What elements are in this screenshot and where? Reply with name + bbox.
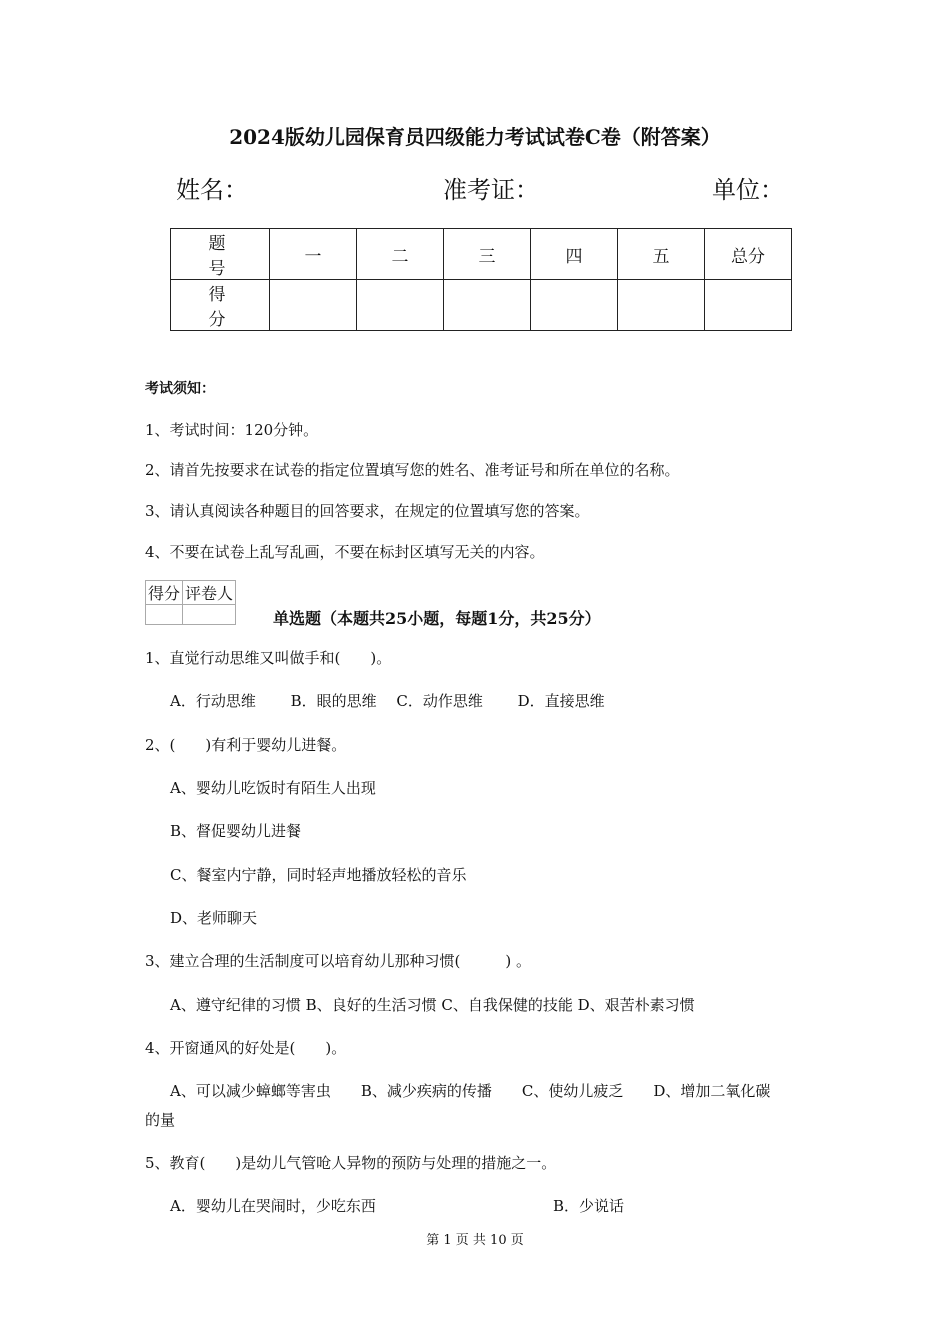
notice-item: 4、不要在试卷上乱写乱画，不要在标封区填写无关的内容。 [145, 543, 545, 561]
score-table [170, 228, 792, 331]
question-options: A、可以减少蟑螂等害虫 B、减少疾病的传播 C、使幼儿疲乏 D、增加二氧化碳 [170, 1082, 771, 1100]
question-options-continued: 的量 [145, 1111, 176, 1129]
question-stem: 1、直觉行动思维又叫做手和( )。 [145, 649, 392, 667]
question-options: A．行动思维 B．眼的思维 C．动作思维 D．直接思维 [170, 692, 605, 710]
grader-reviewer-cell[interactable] [183, 605, 236, 625]
score-table-cell: 得 分 [171, 280, 270, 331]
score-input-cell[interactable] [444, 280, 531, 331]
exam-id-label: 准考证： [443, 176, 539, 204]
grader-score-label: 得分 [146, 581, 183, 605]
score-table-header-row [171, 229, 792, 280]
score-input-cell[interactable] [270, 280, 357, 331]
name-label: 姓名： [176, 176, 248, 204]
score-table-cell: 四 [531, 229, 618, 280]
score-table-cell: 五 [618, 229, 705, 280]
page-footer: 第 1 页 共 10 页 [426, 1233, 524, 1248]
question-stem: 4、开窗通风的好处是( )。 [145, 1039, 347, 1057]
unit-label: 单位： [712, 176, 784, 204]
score-table-cell: 总分 [705, 229, 792, 280]
notice-title: 考试须知： [145, 381, 215, 397]
score-input-cell[interactable] [357, 280, 444, 331]
notice-item: 2、请首先按要求在试卷的指定位置填写您的姓名、准考证号和所在单位的名称。 [145, 461, 680, 479]
score-input-cell[interactable] [531, 280, 618, 331]
score-table-cell: 一 [270, 229, 357, 280]
notice-item: 3、请认真阅读各种题目的回答要求，在规定的位置填写您的答案。 [145, 502, 590, 520]
question-option: B、督促婴幼儿进餐 [170, 822, 302, 840]
question-option: B．少说话 [553, 1197, 625, 1215]
question-option: C、餐室内宁静，同时轻声地播放轻松的音乐 [170, 866, 467, 884]
question-options: A、遵守纪律的习惯 B、良好的生活习惯 C、自我保健的技能 D、艰苦朴素习惯 [170, 996, 695, 1014]
question-stem: 3、建立合理的生活制度可以培育幼儿那种习惯( ) 。 [145, 952, 532, 970]
grader-reviewer-label: 评卷人 [183, 581, 236, 605]
score-table-cell: 三 [444, 229, 531, 280]
score-input-cell[interactable] [705, 280, 792, 331]
score-table-cell: 题 号 [171, 229, 270, 280]
question-option: D、老师聊天 [170, 909, 258, 927]
score-table-score-row [171, 280, 792, 331]
question-option: A．婴幼儿在哭闹时，少吃东西 [170, 1197, 376, 1215]
section-title: 单选题（本题共25小题，每题1分，共25分） [273, 609, 601, 628]
score-table-cell: 二 [357, 229, 444, 280]
notice-item: 1、考试时间：120分钟。 [145, 421, 319, 439]
grader-box [145, 580, 236, 625]
score-input-cell[interactable] [618, 280, 705, 331]
document-title: 2024版幼儿园保育员四级能力考试试卷C卷（附答案） [229, 125, 721, 149]
grader-score-cell[interactable] [146, 605, 183, 625]
question-stem: 2、( )有利于婴幼儿进餐。 [145, 736, 347, 754]
question-option: A、婴幼儿吃饭时有陌生人出现 [170, 779, 376, 797]
question-stem: 5、教育( )是幼儿气管呛人异物的预防与处理的措施之一。 [145, 1154, 557, 1172]
